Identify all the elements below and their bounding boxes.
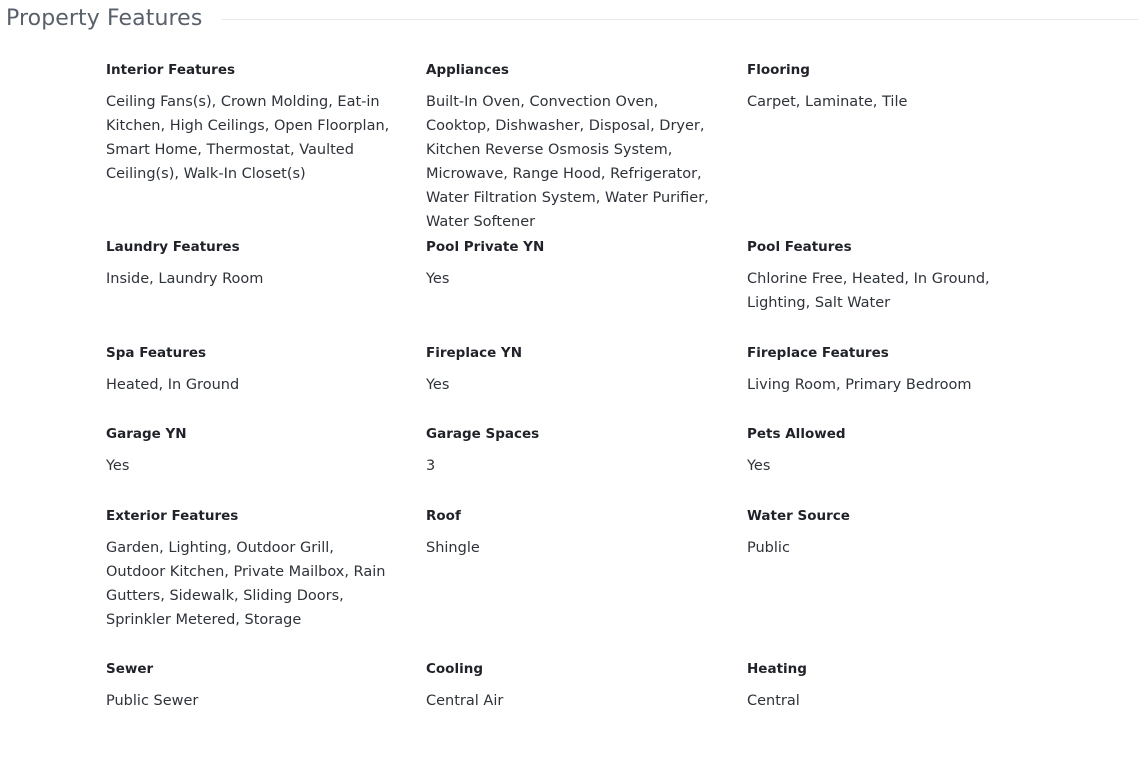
feature-label: Cooling: [426, 661, 483, 677]
feature-label: Sewer: [106, 661, 154, 677]
feature-water-source: [747, 506, 1066, 659]
feature-label: Pool Features: [747, 239, 852, 255]
feature-pool-private-yn: [426, 237, 747, 343]
feature-garage-yn: [106, 424, 426, 506]
feature-spa-features: [106, 343, 426, 424]
feature-cooling: [426, 659, 747, 739]
feature-pool-features: [747, 237, 1066, 343]
feature-interior-features: [106, 60, 426, 237]
feature-value: Yes: [426, 377, 450, 393]
feature-garage-spaces: [426, 424, 747, 506]
feature-label: Roof: [426, 508, 461, 524]
feature-label: Pets Allowed: [747, 426, 846, 442]
feature-label: Garage Spaces: [426, 426, 540, 442]
section-title: Property Features: [6, 5, 203, 31]
feature-label: Heating: [747, 661, 807, 677]
feature-value: Yes: [747, 458, 771, 474]
feature-value: Heated, In Ground: [106, 377, 240, 393]
feature-label: Flooring: [747, 62, 810, 78]
feature-value: Yes: [426, 271, 450, 287]
feature-value: Public Sewer: [106, 693, 199, 709]
feature-label: Fireplace Features: [747, 345, 889, 361]
feature-heating: [747, 659, 1066, 739]
feature-label: Interior Features: [106, 62, 236, 78]
feature-label: Laundry Features: [106, 239, 240, 255]
feature-value: Central: [747, 693, 800, 709]
feature-value: Shingle: [426, 540, 480, 556]
feature-label: Garage YN: [106, 426, 187, 442]
feature-value: Carpet, Laminate, Tile: [747, 94, 908, 110]
feature-appliances: [426, 60, 747, 237]
feature-label: Spa Features: [106, 345, 207, 361]
feature-value: Garden, Lighting, Outdoor Grill, Outdoor Kitchen, Private Mailbox, Rain Gutters, Sidewalk, Sliding Doors, Sprinkler Metered, Storage: [106, 540, 386, 628]
feature-label: Water Source: [747, 508, 850, 524]
feature-fireplace-features: [747, 343, 1066, 424]
features-grid: [106, 60, 1066, 739]
feature-value: Built-In Oven, Convection Oven, Cooktop, Dishwasher, Disposal, Dryer, Kitchen Reverse Osmosis System, Microwave, Range Hood, Refrigerator, Water Filtration System, Water Purifier, Water Softener: [426, 94, 709, 230]
feature-value: Inside, Laundry Room: [106, 271, 264, 287]
feature-fireplace-yn: [426, 343, 747, 424]
feature-value: Ceiling Fans(s), Crown Molding, Eat-in Kitchen, High Ceilings, Open Floorplan, Smart Home, Thermostat, Vaulted Ceiling(s), Walk-In Closet(s): [106, 94, 390, 182]
feature-laundry-features: [106, 237, 426, 343]
feature-label: Appliances: [426, 62, 509, 78]
section-divider: [222, 19, 1138, 20]
feature-roof: [426, 506, 747, 659]
feature-label: Fireplace YN: [426, 345, 522, 361]
feature-label: Exterior Features: [106, 508, 239, 524]
feature-pets-allowed: [747, 424, 1066, 506]
feature-value: Living Room, Primary Bedroom: [747, 377, 972, 393]
feature-value: 3: [426, 458, 436, 474]
feature-label: Pool Private YN: [426, 239, 545, 255]
feature-exterior-features: [106, 506, 426, 659]
feature-flooring: [747, 60, 1066, 237]
feature-sewer: [106, 659, 426, 739]
feature-value: Public: [747, 540, 790, 556]
feature-value: Chlorine Free, Heated, In Ground, Lighting, Salt Water: [747, 271, 990, 311]
section-header: [6, 0, 1138, 36]
feature-value: Central Air: [426, 693, 504, 709]
feature-value: Yes: [106, 458, 130, 474]
